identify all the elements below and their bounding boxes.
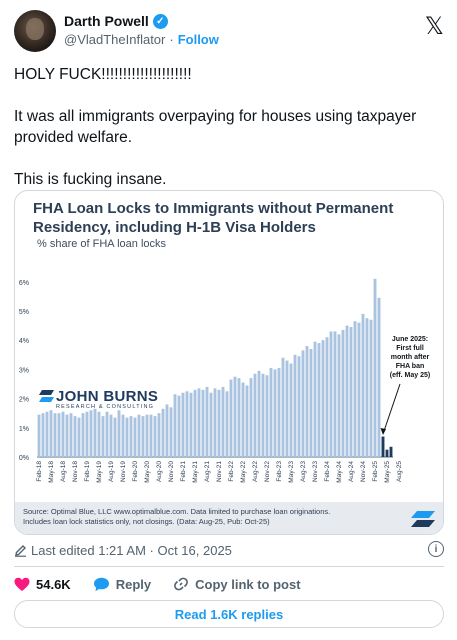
bar-chart bbox=[15, 191, 444, 491]
bar bbox=[194, 390, 197, 457]
x-tick-label: Aug-21 bbox=[204, 461, 211, 482]
x-tick-label: Feb-22 bbox=[228, 461, 235, 482]
heart-icon bbox=[14, 577, 30, 592]
bar bbox=[270, 368, 273, 457]
bar bbox=[258, 371, 261, 457]
bar bbox=[378, 298, 381, 457]
bar bbox=[278, 368, 281, 457]
bar bbox=[226, 391, 229, 457]
bar bbox=[70, 413, 73, 457]
bar bbox=[178, 396, 181, 457]
bar bbox=[38, 415, 41, 457]
avatar[interactable] bbox=[14, 10, 56, 52]
bar bbox=[242, 383, 245, 457]
tweet-meta bbox=[14, 540, 444, 560]
x-tick-label: Aug-18 bbox=[60, 461, 67, 482]
x-tick-label: May-23 bbox=[288, 461, 295, 483]
x-tick-label: Nov-20 bbox=[168, 461, 175, 482]
link-icon bbox=[173, 576, 189, 592]
bar bbox=[382, 437, 385, 457]
follow-button[interactable]: Follow bbox=[177, 32, 219, 47]
john-burns-logo-icon bbox=[39, 390, 54, 402]
read-replies-button[interactable]: Read 1.6K replies bbox=[14, 600, 444, 628]
bar bbox=[202, 390, 205, 457]
y-tick-label: 6% bbox=[18, 279, 29, 287]
annotation-arrowhead bbox=[381, 428, 387, 435]
bar bbox=[314, 342, 317, 457]
bar bbox=[214, 388, 217, 457]
bar bbox=[334, 331, 337, 457]
bar bbox=[350, 327, 353, 457]
divider bbox=[14, 566, 444, 567]
x-tick-label: May-21 bbox=[192, 461, 199, 483]
bar bbox=[326, 337, 329, 457]
annotation-line: First full bbox=[396, 345, 424, 352]
y-tick-label: 1% bbox=[18, 425, 29, 433]
bar bbox=[266, 375, 269, 457]
john-burns-watermark bbox=[39, 388, 158, 410]
x-tick-label: May-19 bbox=[96, 461, 103, 483]
annotation-line: FHA ban bbox=[395, 363, 425, 370]
like-button[interactable] bbox=[14, 577, 71, 592]
copy-link-button[interactable] bbox=[173, 576, 300, 592]
bar bbox=[286, 361, 289, 457]
edited-timestamp[interactable]: Last edited 1:21 AM · Oct 16, 2025 bbox=[31, 542, 232, 558]
x-tick-label: Feb-24 bbox=[324, 461, 331, 482]
bar bbox=[114, 418, 117, 457]
source-line: Source: Optimal Blue, LLC www.optimalblue.com. Data limited to purchase loan originations. bbox=[23, 507, 331, 516]
bar bbox=[346, 326, 349, 457]
bar bbox=[86, 412, 89, 457]
bar bbox=[362, 314, 365, 457]
bar bbox=[130, 416, 133, 457]
bar bbox=[354, 321, 357, 457]
bar bbox=[198, 388, 201, 457]
tweet-line: HOLY FUCK!!!!!!!!!!!!!!!!!!!!! bbox=[14, 66, 192, 83]
bar bbox=[282, 358, 285, 457]
bar bbox=[154, 416, 157, 457]
bar bbox=[322, 340, 325, 457]
bar bbox=[262, 374, 265, 457]
x-tick-label: Nov-22 bbox=[264, 461, 271, 482]
x-tick-label: Nov-24 bbox=[360, 461, 367, 482]
bar bbox=[190, 393, 193, 457]
x-tick-label: Nov-18 bbox=[72, 461, 79, 482]
bar bbox=[110, 415, 113, 457]
x-tick-label: May-20 bbox=[144, 461, 151, 483]
bar bbox=[94, 409, 97, 457]
y-tick-label: 2% bbox=[18, 396, 29, 404]
annotation-line: June 2025: bbox=[391, 336, 429, 343]
bar bbox=[330, 331, 333, 457]
bar bbox=[234, 377, 237, 457]
bar bbox=[66, 415, 69, 457]
x-tick-label: Nov-19 bbox=[120, 461, 127, 482]
separator-dot: · bbox=[169, 32, 174, 47]
bar bbox=[42, 413, 45, 457]
x-tick-label: Nov-21 bbox=[216, 461, 223, 482]
bar bbox=[298, 356, 301, 457]
chart-source bbox=[23, 507, 403, 527]
y-tick-label: 5% bbox=[18, 308, 29, 316]
info-icon[interactable]: i bbox=[428, 541, 444, 557]
chart-footer bbox=[15, 502, 444, 534]
chart-title: FHA Loan Locks to Immigrants without Permanent Residency, including H-1B Visa Holders bbox=[33, 200, 394, 236]
x-tick-label: Aug-20 bbox=[156, 461, 163, 482]
bar bbox=[166, 404, 169, 457]
copy-link-label: Copy link to post bbox=[195, 576, 301, 592]
y-tick-label: 0% bbox=[18, 455, 29, 462]
bar bbox=[98, 412, 101, 457]
bar bbox=[74, 416, 77, 457]
bar bbox=[174, 394, 177, 457]
x-tick-label: Aug-22 bbox=[252, 461, 259, 482]
x-tick-label: May-18 bbox=[48, 461, 55, 483]
bar bbox=[210, 393, 213, 457]
x-tick-label: Feb-25 bbox=[372, 461, 379, 482]
bar bbox=[338, 334, 341, 457]
bar bbox=[230, 380, 233, 457]
watermark-name: JOHN BURNS bbox=[56, 388, 159, 405]
bar bbox=[246, 385, 249, 457]
x-tick-label: May-25 bbox=[384, 461, 391, 483]
bar bbox=[106, 412, 109, 457]
y-tick-label: 3% bbox=[18, 367, 29, 375]
x-tick-label: Aug-23 bbox=[300, 461, 307, 482]
tweet-media-chart[interactable] bbox=[14, 190, 444, 535]
bar bbox=[46, 412, 49, 457]
reply-label: Reply bbox=[115, 576, 152, 592]
bar bbox=[386, 450, 389, 457]
bar bbox=[158, 413, 161, 457]
bar bbox=[222, 387, 225, 457]
bar bbox=[58, 413, 61, 457]
bar bbox=[78, 418, 81, 457]
footer-logo-icon bbox=[411, 511, 435, 527]
bar bbox=[302, 350, 305, 457]
author-handle[interactable]: @VladTheInflator bbox=[64, 32, 166, 47]
bar bbox=[122, 415, 125, 457]
bar bbox=[390, 447, 393, 457]
bar bbox=[138, 415, 141, 457]
x-tick-label: May-22 bbox=[240, 461, 247, 483]
x-tick-label: Aug-25 bbox=[396, 461, 403, 482]
bar bbox=[186, 391, 189, 457]
x-tick-label: Aug-24 bbox=[348, 461, 355, 482]
x-logo-icon[interactable]: 𝕏 bbox=[424, 13, 444, 40]
source-line: Includes loan lock statistics only, not closings. (Data: Aug-25, Pub: Oct-25) bbox=[23, 517, 270, 526]
annotation-arrow bbox=[384, 384, 400, 431]
bar bbox=[318, 343, 321, 457]
bar bbox=[358, 323, 361, 457]
bar bbox=[374, 279, 377, 457]
bar bbox=[90, 410, 93, 457]
tweet-header bbox=[14, 10, 444, 54]
x-tick-label: Feb-23 bbox=[276, 461, 283, 482]
bar bbox=[370, 320, 373, 457]
author-handle-row bbox=[64, 32, 219, 47]
bar bbox=[142, 416, 145, 457]
like-count: 54.6K bbox=[36, 576, 71, 592]
y-tick-label: 4% bbox=[18, 338, 29, 346]
chart-subtitle: % share of FHA loan locks bbox=[37, 238, 167, 250]
reply-bubble-icon bbox=[93, 577, 110, 592]
bar bbox=[254, 374, 257, 457]
bar bbox=[306, 346, 309, 457]
pencil-icon bbox=[14, 544, 27, 557]
x-tick-label: Aug-19 bbox=[108, 461, 115, 482]
verified-badge-icon: ✓ bbox=[153, 14, 168, 29]
bar bbox=[290, 364, 293, 457]
bar bbox=[310, 349, 313, 457]
bar bbox=[146, 415, 149, 457]
bar bbox=[206, 387, 209, 457]
x-tick-label: Feb-21 bbox=[180, 461, 187, 482]
bar bbox=[182, 393, 185, 457]
bar bbox=[82, 413, 85, 457]
bar bbox=[118, 410, 121, 457]
annotation-line: (eff. May 25) bbox=[389, 372, 431, 379]
tweet-text bbox=[14, 64, 444, 211]
bar bbox=[170, 407, 173, 457]
bar bbox=[294, 355, 297, 457]
bar bbox=[150, 415, 153, 457]
tweet-line: This is fucking insane. bbox=[14, 171, 167, 188]
author-name-row bbox=[64, 13, 168, 29]
bar bbox=[274, 369, 277, 457]
reply-button[interactable] bbox=[93, 577, 151, 592]
tweet-actions bbox=[14, 574, 444, 594]
bar bbox=[54, 413, 57, 457]
bar bbox=[102, 416, 105, 457]
watermark-sub: RESEARCH & CONSULTING bbox=[56, 404, 155, 410]
bar bbox=[50, 410, 53, 457]
bar bbox=[134, 418, 137, 457]
x-tick-label: Feb-20 bbox=[132, 461, 139, 482]
bar bbox=[218, 390, 221, 457]
x-tick-label: Nov-23 bbox=[312, 461, 319, 482]
bar bbox=[126, 418, 129, 457]
bar bbox=[366, 318, 369, 457]
author-name[interactable]: Darth Powell bbox=[64, 13, 149, 29]
bar bbox=[62, 412, 65, 457]
tweet-line: It was all immigrants overpaying for houses using taxpayer provided welfare. bbox=[14, 108, 417, 146]
x-tick-label: May-24 bbox=[336, 461, 343, 483]
x-tick-label: Feb-18 bbox=[36, 461, 43, 482]
bar bbox=[250, 378, 253, 457]
bar bbox=[162, 409, 165, 457]
bar bbox=[238, 378, 241, 457]
bar bbox=[342, 330, 345, 457]
x-tick-label: Feb-19 bbox=[84, 461, 91, 482]
annotation-line: month after bbox=[390, 354, 430, 361]
